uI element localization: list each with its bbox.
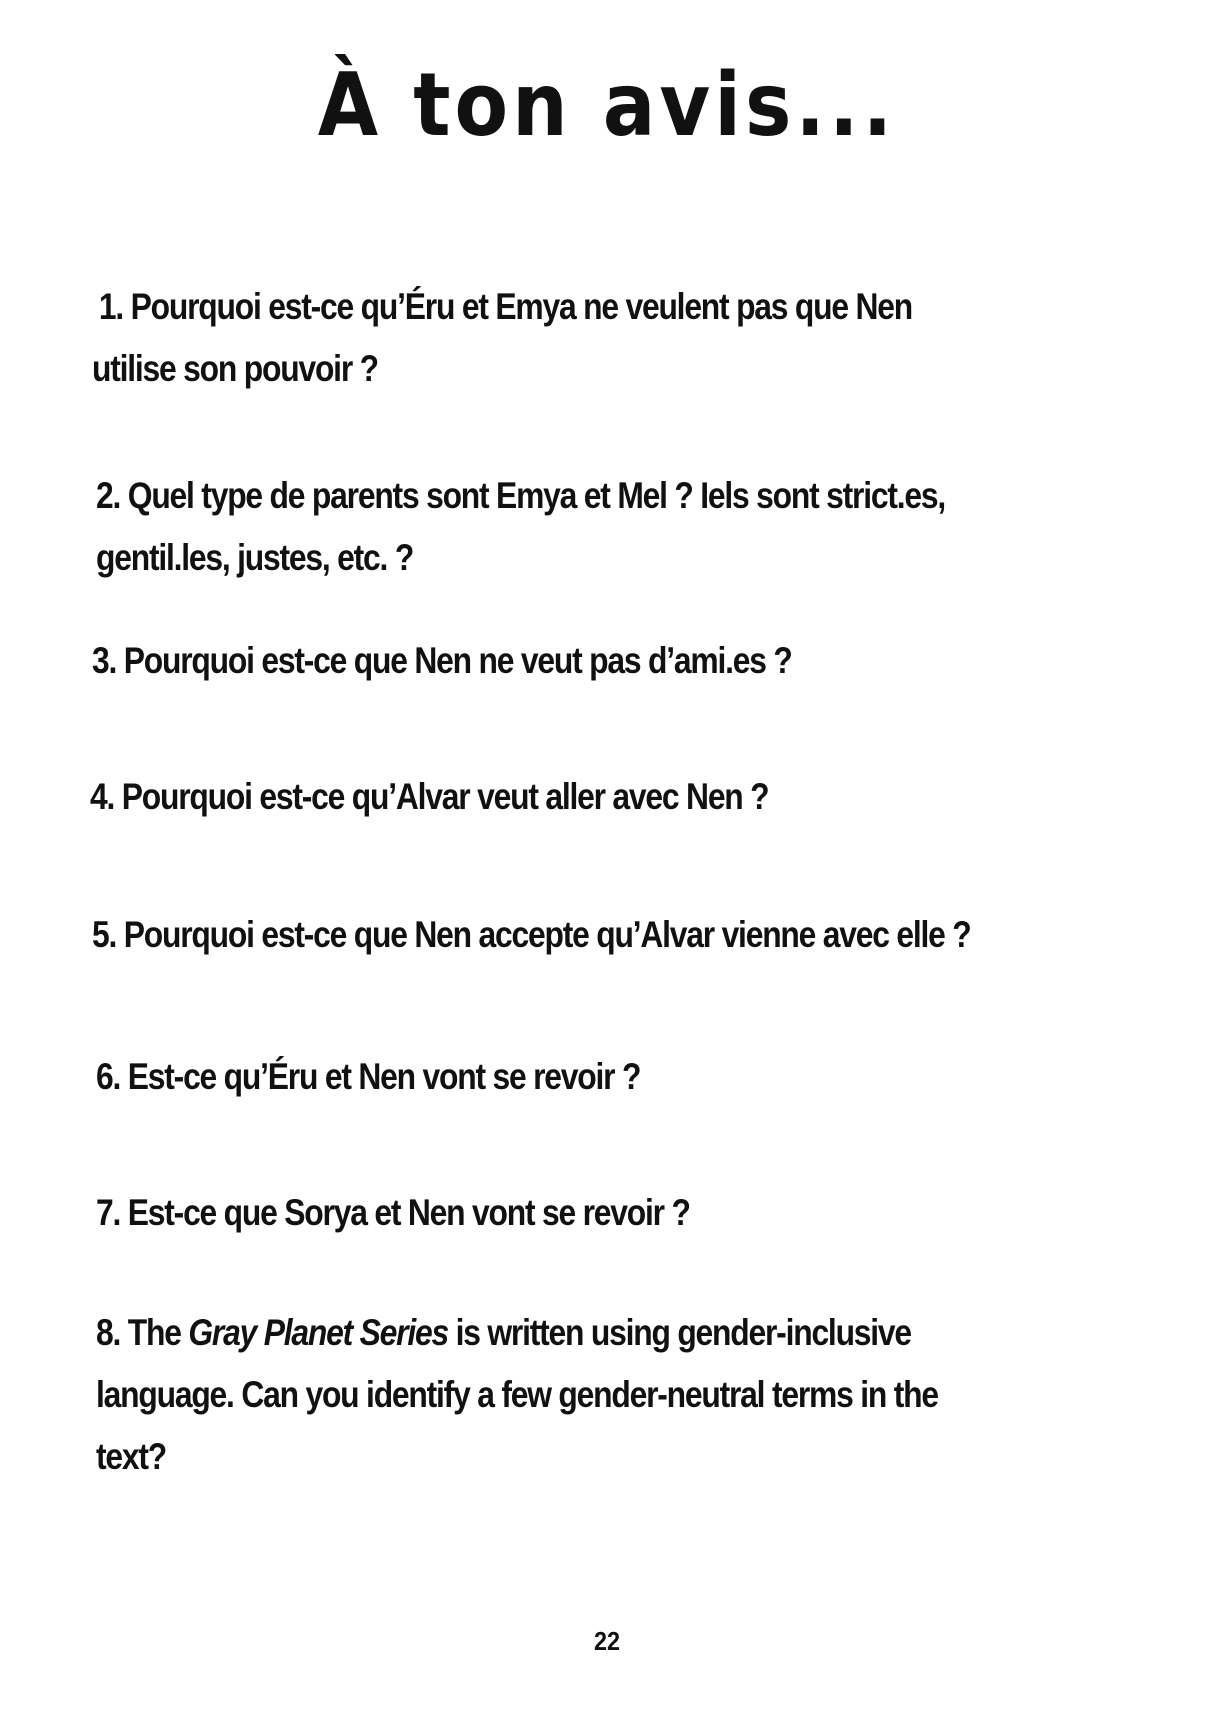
question-2-line-1: 2. Quel type de parents sont Emya et Mel ? Iels sont strict.es, bbox=[96, 475, 945, 516]
question-8 bbox=[96, 1302, 938, 1488]
question-4 bbox=[90, 766, 768, 828]
question-6-line-1: 6. Est-ce qu’Éru et Nen vont se revoir ? bbox=[96, 1056, 641, 1097]
question-7 bbox=[96, 1182, 690, 1244]
page-number: 22 bbox=[593, 1626, 621, 1656]
question-2 bbox=[96, 465, 945, 589]
page-title: À ton avis... bbox=[317, 55, 897, 157]
question-7-line-1: 7. Est-ce que Sorya et Nen vont se revoir ? bbox=[96, 1192, 690, 1233]
question-8-prefix: 8. The bbox=[96, 1312, 189, 1353]
question-1-line-1: 1. Pourquoi est-ce qu’Éru et Emya ne veulent pas que Nen bbox=[98, 286, 913, 327]
question-5 bbox=[92, 904, 971, 966]
question-4-line-1: 4. Pourquoi est-ce qu’Alvar veut aller avec Nen ? bbox=[90, 776, 769, 817]
question-8-suffix: is written using gender-inclusive bbox=[447, 1312, 911, 1353]
question-1 bbox=[92, 276, 912, 400]
question-8-series-title: Gray Planet Series bbox=[188, 1312, 448, 1353]
question-3-line-1: 3. Pourquoi est-ce que Nen ne veut pas d’ami.es ? bbox=[92, 640, 792, 681]
question-1-line-2: utilise son pouvoir ? bbox=[92, 348, 378, 389]
question-8-line-1 bbox=[96, 1302, 938, 1364]
question-2-line-2: gentil.les, justes, etc. ? bbox=[96, 537, 414, 578]
question-8-line-2: language. Can you identify a few gender-neutral terms in the bbox=[96, 1374, 938, 1415]
question-8-line-3: text? bbox=[96, 1436, 167, 1477]
question-6 bbox=[96, 1046, 640, 1108]
question-3 bbox=[92, 630, 792, 692]
question-5-line-1: 5. Pourquoi est-ce que Nen accepte qu’Alvar vienne avec elle ? bbox=[92, 914, 971, 955]
